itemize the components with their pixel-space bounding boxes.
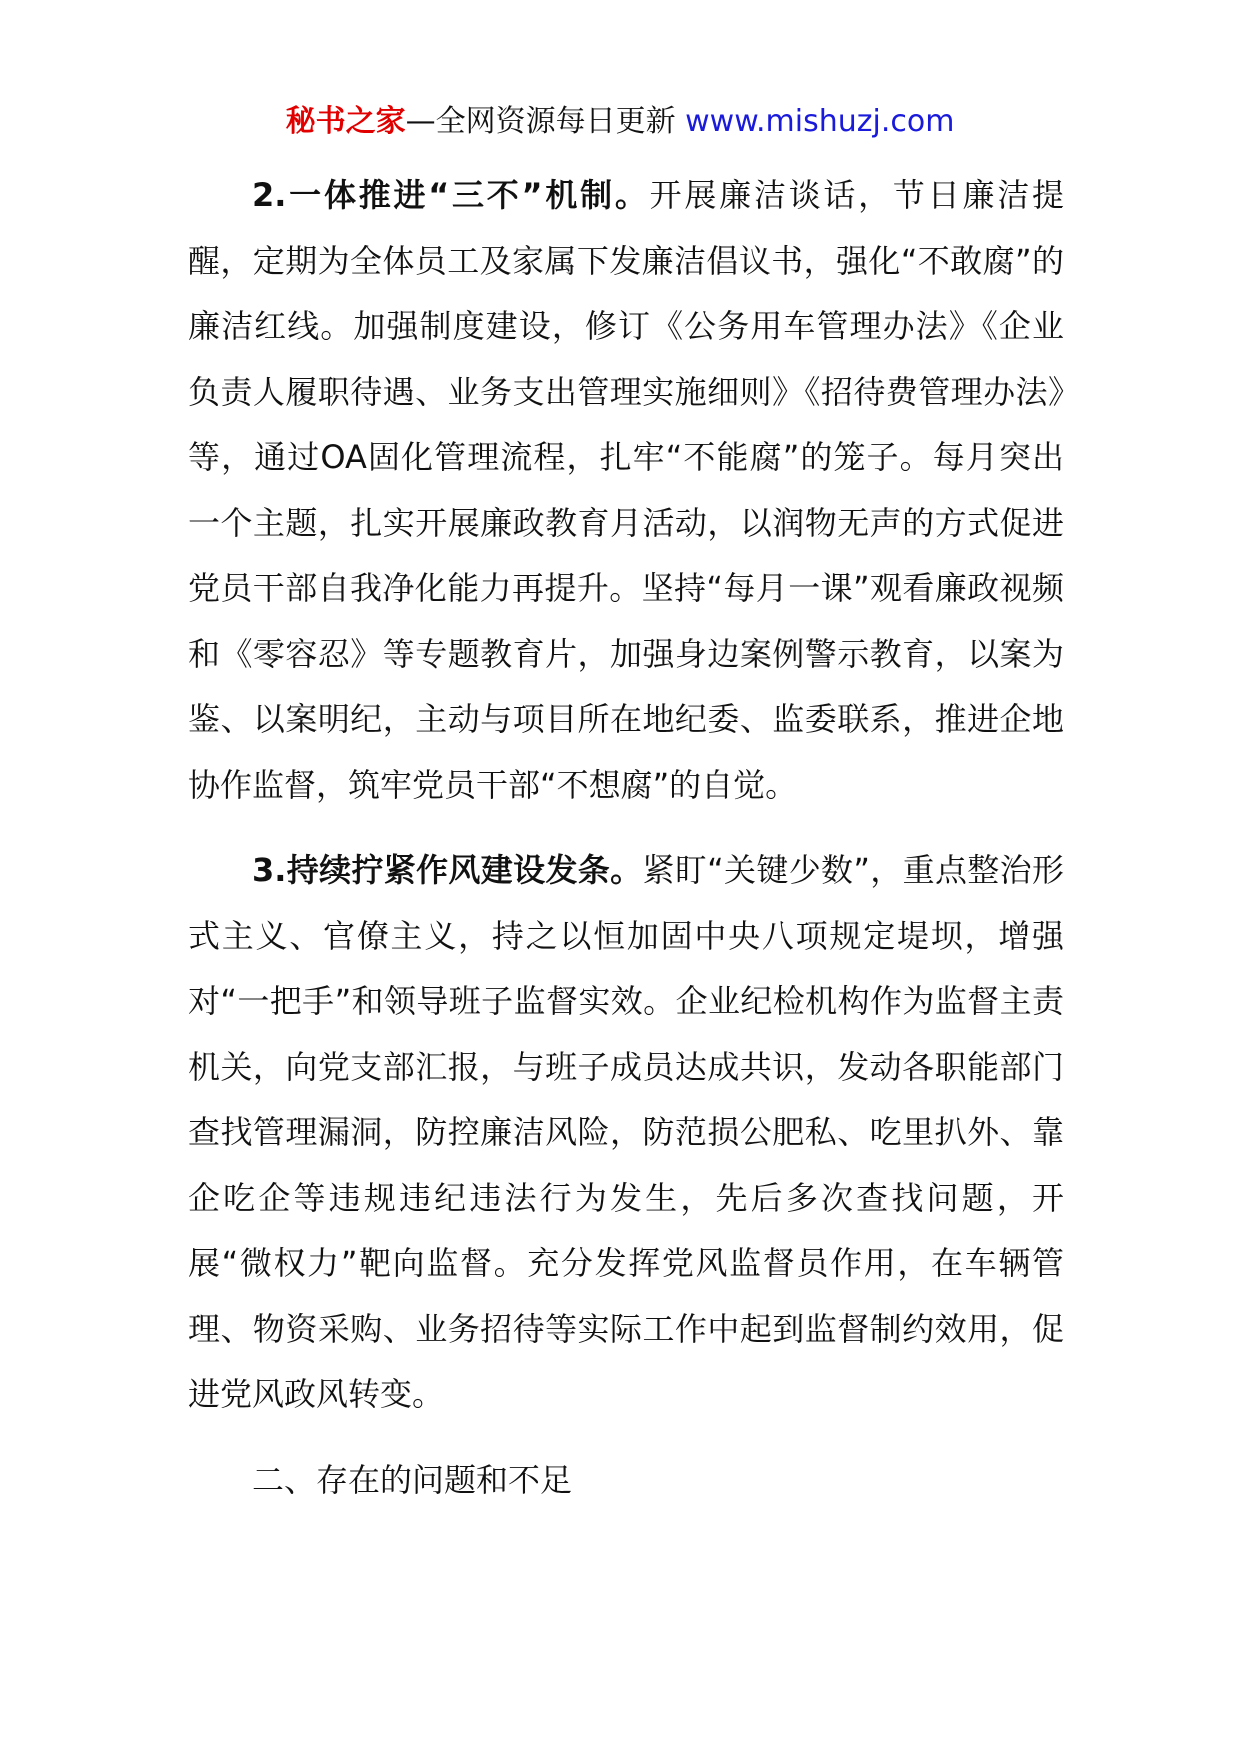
paragraph-text: 开展廉洁谈话，节日廉洁提醒，定期为全体员工及家属下发廉洁倡议书，强化“不敢腐”的廉洁红线。加强制度建设，修订《公务用车管理办法》《企业负责人履职待遇、业务支出管理实施细则》《招待费管理办法》等，通过OA固化管理流程，扎牢“不能腐”的笼子。每月突出一个主题，扎实开展廉政教育月活动，以润物无声的方式促进党员干部自我净化能力再提升。坚持“每月一课”观看廉政视频和《零容忍》等专题教育片，加强身边案例警示教育，以案为鉴、以案明纪，主动与项目所在地纪委、监委联系，推进企地协作监督，筑牢党员干部“不想腐”的自觉。 [188,176,1064,804]
paragraph-work-style [188,838,1064,1428]
site-header [0,100,1240,144]
section-heading: 二、存在的问题和不足 [252,1460,573,1499]
site-brand: 秘书之家 [285,104,406,139]
document-body [188,163,1064,1513]
paragraph-lead: 2.一体推进“三不”机制。 [252,176,650,214]
paragraph-lead: 3.持续拧紧作风建设发条。 [252,851,643,889]
paragraph-text: 紧盯“关键少数”，重点整治形式主义、官僚主义，持之以恒加固中央八项规定堤坝，增强对“一把手”和领导班子监督实效。企业纪检机构作为监督主责机关，向党支部汇报，与班子成员达成共识，发动各职能部门查找管理漏洞，防控廉洁风险，防范损公肥私、吃里扒外、靠企吃企等违规违纪违法行为发生，先后多次查找问题，开展“微权力”靶向监督。充分发挥党风监督员作用，在车辆管理、物资采购、业务招待等实际工作中起到监督制约效用，促进党风政风转变。 [188,851,1064,1413]
site-url-link[interactable]: www.mishuzj.com [685,104,955,139]
site-tagline: —全网资源每日更新 [405,104,686,139]
paragraph-mechanism [188,163,1064,818]
